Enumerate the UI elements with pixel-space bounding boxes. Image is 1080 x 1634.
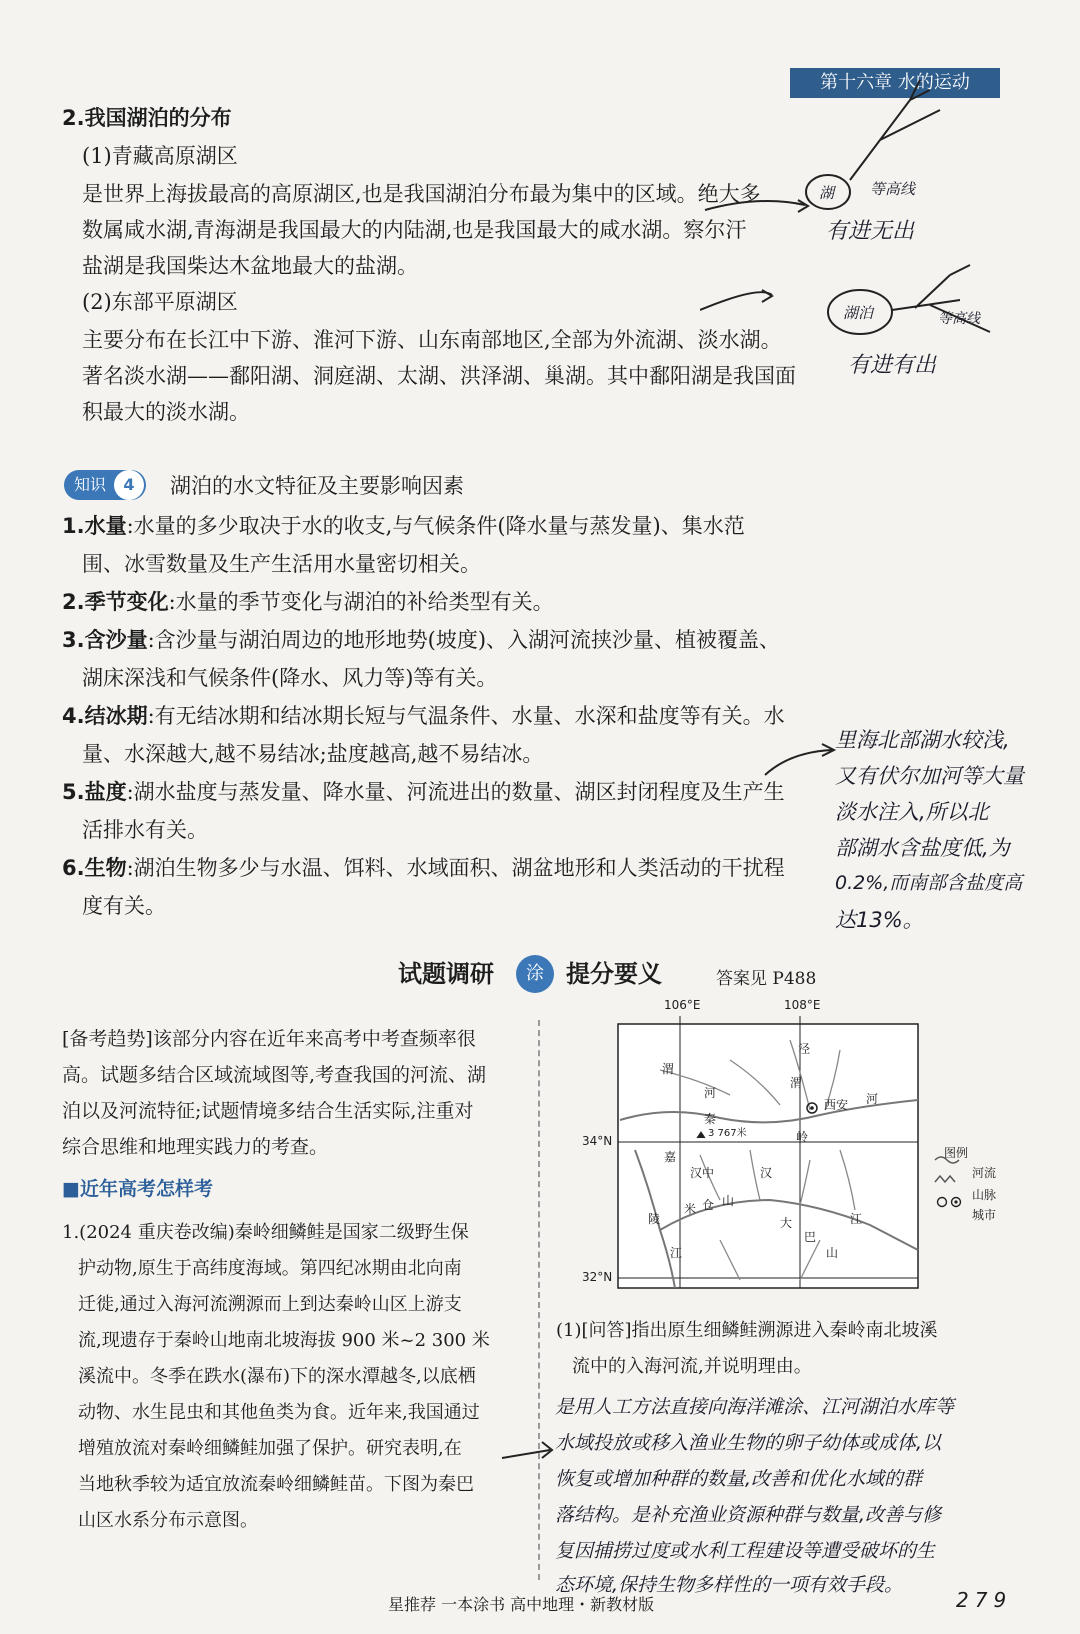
note-release-line: 恢复或增加种群的数量,改善和优化水域的群: [555, 1468, 923, 1490]
chapter-tab: 第十六章 水的运动: [790, 68, 1000, 98]
question-line: 当地秋季较为适宜放流秦岭细鳞鲑苗。下图为秦巴: [78, 1474, 474, 1495]
column-divider: [538, 1020, 540, 1580]
question-line: 1.(2024 重庆卷改编)秦岭细鳞鲑是国家二级野生保: [62, 1222, 469, 1243]
note-salinity-line: 部湖水含盐度低,为: [835, 836, 1010, 860]
subquestion-line: 流中的入海河流,并说明理由。: [572, 1356, 812, 1377]
lake-distribution-title: 2.我国湖泊的分布: [62, 106, 232, 130]
dongbu-subtitle: (2)东部平原湖区: [82, 290, 238, 314]
note-release-line: 落结构。是补充渔业资源种群与数量,改善与修: [555, 1504, 942, 1526]
knowledge-number: 4: [114, 470, 144, 500]
trend-line: 泊以及河流特征;试题情境多结合生活实际,注重对: [62, 1100, 474, 1122]
map-place-label: 江: [850, 1212, 863, 1226]
map-place-label: 大: [780, 1216, 793, 1230]
feature-line: 3.含沙量:含沙量与湖泊周边的地形地势(坡度)、入湖河流挟沙量、植被覆盖、: [62, 628, 781, 652]
feature-line: 4.结冰期:有无结冰期和结冰期长短与气温条件、水量、水深和盐度等有关。水: [62, 704, 785, 728]
note-release-line: 复因捕捞过度或水利工程建设等遭受破坏的生: [555, 1540, 936, 1562]
note-salinity-line: 里海北部湖水较浅,: [835, 728, 1010, 752]
feature-line: 度有关。: [82, 894, 166, 918]
map-place-label: 陵: [648, 1212, 661, 1226]
map-legend-title: 图例: [944, 1146, 969, 1160]
feature-line: 湖床深浅和气候条件(降水、风力等)等有关。: [82, 666, 498, 690]
map-place-label: 河: [704, 1086, 717, 1100]
map-place-label: 山: [722, 1194, 735, 1208]
map-place-label: 汉: [760, 1166, 773, 1180]
note-salinity-line: 0.2%,而南部含盐度高: [835, 872, 1023, 894]
trend-line: 高。试题多结合区域流域图等,考查我国的河流、湖: [62, 1064, 487, 1086]
note-contour1: 等高线: [870, 180, 916, 198]
map-place-label: 河: [866, 1092, 879, 1106]
note-caption1: 有进无出: [826, 219, 915, 244]
note-release-line: 水域投放或移入渔业生物的卵子幼体或成体,以: [555, 1432, 942, 1454]
note-lake2: 湖泊: [843, 304, 874, 322]
note-arrow: [760, 740, 840, 780]
map-place-label: 山: [826, 1246, 839, 1260]
question-line: 迁徙,通过入海河流溯源而上到达秦岭山区上游支: [78, 1294, 462, 1315]
section-title-right: 提分要义: [566, 960, 662, 988]
map-place-label: 秦: [704, 1112, 717, 1126]
map-place-label: 汉中: [690, 1166, 715, 1180]
qingzang-line: 盐湖是我国柴达木盆地最大的盐湖。: [82, 254, 418, 278]
map-lon-label: 106°E: [664, 998, 701, 1012]
feature-line: 1.水量:水量的多少取决于水的收支,与气候条件(降水量与蒸发量)、集水范: [62, 514, 745, 538]
map-place-label: 泾: [798, 1042, 811, 1056]
question-line: 动物、水生昆虫和其他鱼类为食。近年来,我国通过: [78, 1402, 480, 1423]
map-lat-label: 32°N: [582, 1270, 613, 1284]
note-salinity-line: 又有伏尔加河等大量: [835, 764, 1024, 788]
map-place-label: 嘉: [664, 1150, 677, 1164]
feature-line: 6.生物:湖泊生物多少与水温、饵料、水域面积、湖盆地形和人类活动的干扰程: [62, 856, 785, 880]
answer-ref: 答案见 P488: [716, 969, 817, 989]
question-line: 增殖放流对秦岭细鳞鲑加强了保护。研究表明,在: [78, 1438, 462, 1459]
section-title-left: 试题调研: [398, 960, 494, 988]
qingzang-line: 数属咸水湖,青海湖是我国最大的内陆湖,也是我国最大的咸水湖。察尔汗: [82, 218, 747, 242]
map-peak-label: 3 767米: [708, 1128, 747, 1139]
map-place-label: 渭: [790, 1076, 803, 1090]
exam-heading: ■近年高考怎样考: [62, 1178, 213, 1200]
footer-text: 星推荐 一本涂书 高中地理・新教材版: [388, 1595, 655, 1614]
note-release-line: 是用人工方法直接向海洋滩涂、江河湖泊水库等: [555, 1396, 955, 1418]
knowledge-badge: 知识 4: [64, 470, 146, 500]
subquestion-line: (1)[问答]指出原生细鳞鲑溯源进入秦岭南北坡溪: [556, 1320, 938, 1341]
note-contour2: 等高线: [938, 311, 980, 327]
dongbu-line: 积最大的淡水湖。: [82, 400, 250, 424]
knowledge-title: 湖泊的水文特征及主要影响因素: [170, 474, 464, 498]
note-release-line: 态环境,保持生物多样性的一项有效手段。: [555, 1574, 904, 1596]
map-place-label: 岭: [796, 1130, 809, 1144]
map-city-label: 西安: [824, 1098, 849, 1112]
dongbu-line: 著名淡水湖——鄱阳湖、洞庭湖、太湖、洪泽湖、巢湖。其中鄱阳湖是我国面: [82, 364, 796, 388]
qingzang-subtitle: (1)青藏高原湖区: [82, 144, 238, 168]
feature-line: 量、水深越大,越不易结冰;盐度越高,越不易结冰。: [82, 742, 544, 766]
map-place-label: 仓: [702, 1198, 715, 1212]
map-place-label: 渭: [662, 1062, 675, 1076]
question-line: 护动物,原生于高纬度海域。第四纪冰期由北向南: [78, 1258, 462, 1279]
note-caption2: 有进有出: [848, 353, 937, 378]
dongbu-line: 主要分布在长江中下游、淮河下游、山东南部地区,全部为外流湖、淡水湖。: [82, 328, 782, 352]
qingzang-line: 是世界上海拔最高的高原湖区,也是我国湖泊分布最为集中的区域。绝大多: [82, 182, 761, 206]
map-place-label: 米: [684, 1202, 697, 1216]
note-salinity-line: 淡水注入,所以北: [835, 800, 989, 824]
trend-line: 综合思维和地理实践力的考查。: [62, 1136, 329, 1158]
section-title-mid: 涂: [516, 955, 554, 993]
map-legend-city: 城市: [972, 1208, 997, 1222]
question-line: 流,现遗存于秦岭山地南北坡海拔 900 米~2 300 米: [78, 1330, 490, 1351]
feature-line: 活排水有关。: [82, 818, 208, 842]
page-number: 279: [956, 1588, 1013, 1612]
note-salinity-line: 达13%。: [835, 908, 924, 932]
map-lat-label: 34°N: [582, 1134, 613, 1148]
map-place-label: 江: [670, 1246, 683, 1260]
note-arrow: [500, 1430, 560, 1470]
map-legend-mountain: 山脉: [972, 1188, 997, 1202]
feature-line: 2.季节变化:水量的季节变化与湖泊的补给类型有关。: [62, 590, 554, 614]
map-lon-label: 108°E: [784, 998, 821, 1012]
map-place-label: 巴: [804, 1230, 817, 1244]
trend-line: [备考趋势]该部分内容在近年来高考中考查频率很: [62, 1028, 476, 1050]
map-legend-river: 河流: [972, 1166, 997, 1180]
note-lake1: 湖: [819, 184, 835, 202]
question-line: 山区水系分布示意图。: [78, 1510, 258, 1531]
question-line: 溪流中。冬季在跌水(瀑布)下的深水潭越冬,以底栖: [78, 1366, 476, 1387]
feature-line: 围、冰雪数量及生产生活用水量密切相关。: [82, 552, 481, 576]
feature-line: 5.盐度:湖水盐度与蒸发量、降水量、河流进出的数量、湖区封闭程度及生产生: [62, 780, 785, 804]
